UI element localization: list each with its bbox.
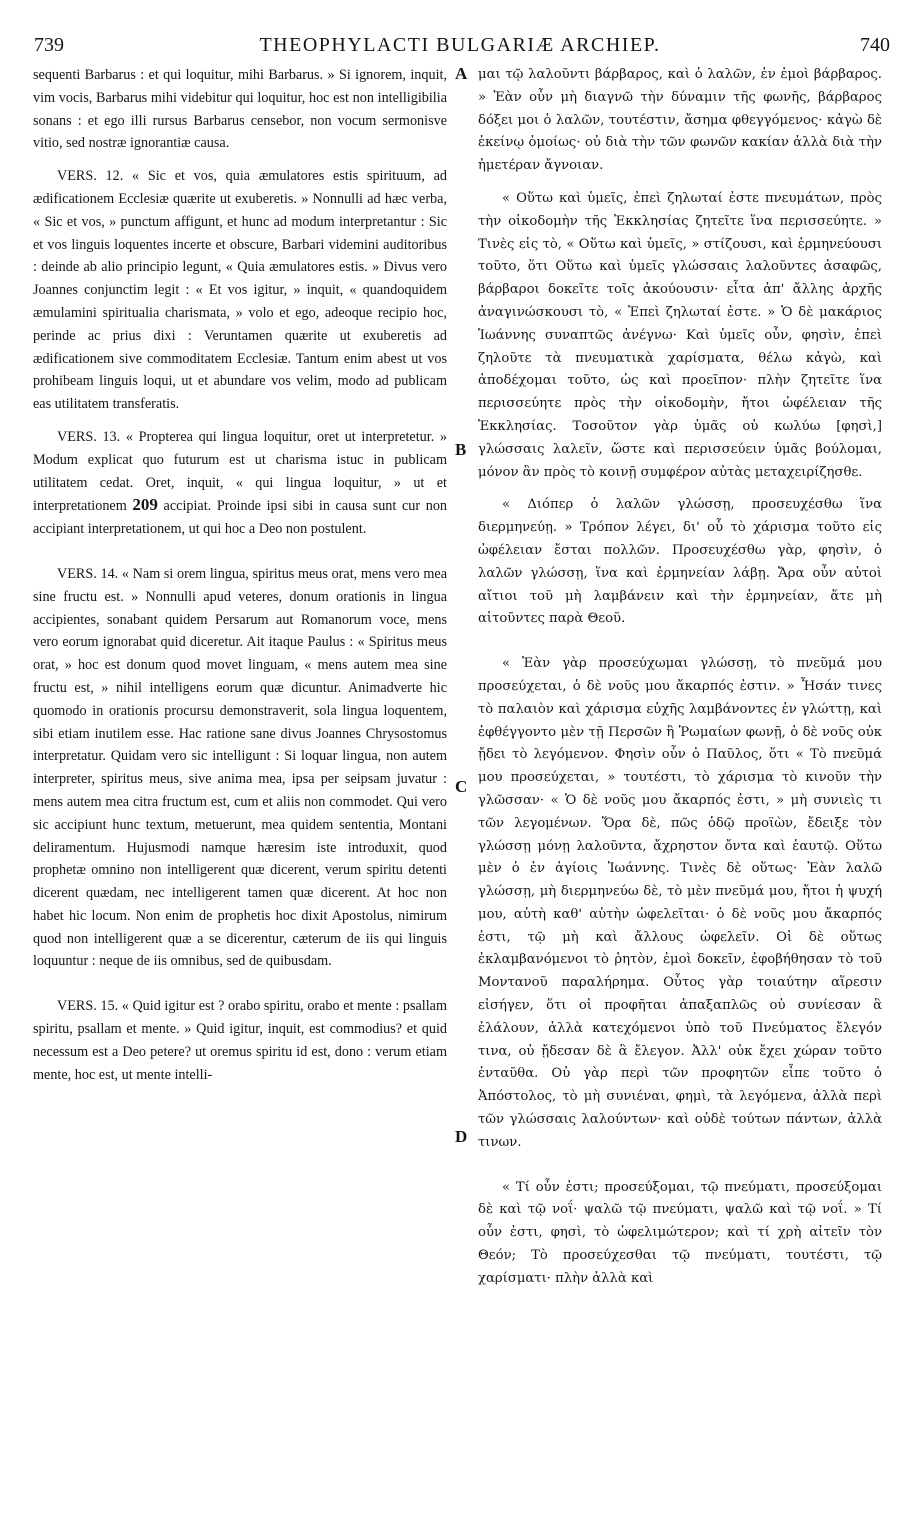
column-number: 209: [132, 495, 158, 515]
greek-paragraph-1: μαι τῷ λαλοῦντι βάρβαρος, καὶ ὁ λαλῶν, ἐν ἐμοὶ βάρβαρος. » Ἐὰν οὖν μὴ διαγνῶ τὴν δύναμιν τῆς φωνῆς, βάρβαρος δόξει μοι ὁ λαλῶν, τουτέστιν, ἄσημα φθεγγόμενος· κἀγὼ δὲ ἐκείνῳ ὁμοίως· οὐ διὰ τὴν τῶν φωνῶν κακίαν ἀλλὰ διὰ τὴν ἡμετέραν ἄγνοιαν.: [478, 67, 882, 174]
running-header: [30, 34, 890, 58]
latin-paragraph-vers-12: VERS. 12. « Sic et vos, quia æmulatores estis spirituum, ad ædificationem Ecclesiæ quærite ut exuberetis. » Nonnulli ad hæc verba, « Sic et vos, » punctum affigunt, et hunc ad modum interpretantur : Sic et vos linguis loquentes incerte et obscure, Barbari videmini auditoribus : deinde ab alio principio legunt, « Quia æmulatores estis. » Divus vero Joannes conjunctim legit : « Et vos igitur, » inquit, « quandoquidem æmulamini spiritualia charismata, » volo et ego, adeoque recipio hoc, perinde ac prius dixi : Veruntamen quærite ut exuberetis ad ædificationem sive commoditatem Ecclesiæ. Tantum enim abest ut vos prohibeam linguis loqui, ut et abundare vos velim, modo ad publicam eas utilitatem transferatis.: [33, 168, 447, 413]
greek-paragraph-2: « Οὕτω καὶ ὑμεῖς, ἐπεὶ ζηλωταί ἐστε πνευμάτων, πρὸς τὴν οἰκοδομὴν τῆς Ἐκκλησίας ζητεῖτε ἵνα περισσεύητε. » Τινὲς εἰς τὸ, « Οὕτω καὶ ὑμεῖς, » στίζουσι, καὶ ἑρμηνεύουσι τοῦτο, ὅτι Οὕτω καὶ ὑμεῖς γλώσσαις λαλοῦντες ἀσαφῶς, βάρβαροι δοκεῖτε τοῖς ἀκούουσιν· εἶτα ἀπ' ἄλλης ἀρχῆς ἀναγινώσκουσι τὸ, « Ἐπεὶ ζηλωταί ἐστε. » Ὁ δὲ μακάριος Ἰωάννης συναπτῶς ἀνέγνω· Καὶ ὑμεῖς οὖν, φησὶν, ἐπεὶ ζηλοῦτε τὰ πνευματικὰ χαρίσματα, θέλω κἀγὼ, καὶ ἀποδέχομαι τοῦτο, ὡς καὶ προεῖπον· πλὴν ζητεῖτε ἵνα περισσεύητε πρὸς τὴν οἰκοδομὴν, ἤτοι ὠφέλειαν τῆς Ἐκκλησίας. Τοσοῦτον γὰρ ὑμᾶς οὐ κωλύω [φησὶ,] γλώσσαις λαλεῖν, ὥστε καὶ περισσεύειν ὑμᾶς βούλομαι, μόνον ἂν πρὸς τὸ κοινῇ συμφέρον αὐτὰς μεταχειρίζησθε.: [478, 190, 882, 480]
latin-column: [33, 64, 447, 1086]
margin-marker-a: A: [455, 64, 468, 83]
greek-paragraph-5: « Τί οὖν ἐστι; προσεύξομαι, τῷ πνεύματι, προσεύξομαι δὲ καὶ τῷ νοΐ· ψαλῶ τῷ πνεύματι, ψαλῶ καὶ τῷ νοΐ. » Τί οὖν ἐστι, φησὶ, τὸ ὠφελιμώτερον; καὶ τί χρὴ αἰτεῖν τὸν Θεόν; Τὸ προσεύχεσθαι τῷ πνεύματι, τουτέστι, τῷ χαρίσματι· πλὴν ἀλλὰ καὶ: [478, 1179, 882, 1286]
page-number-right: 740: [860, 34, 890, 56]
latin-paragraph-vers-13: [33, 426, 447, 541]
running-title: THEOPHYLACTI BULGARIÆ ARCHIEP.: [259, 34, 661, 56]
margin-marker-b: B: [455, 440, 467, 459]
page-number-left: 739: [34, 34, 64, 56]
greek-paragraph-3: « Διόπερ ὁ λαλῶν γλώσσῃ, προσευχέσθω ἵνα διερμηνεύῃ. » Τρόπον λέγει, δι' οὗ τὸ χάρισμα τοῦτο εἰς ὠφέλειαν ἔσται πολλῶν. Προσευχέσθω γὰρ, φησὶν, ὁ λαλῶν γλώσσῃ, ἵνα καὶ ἑρμηνείαν λάβῃ. Ἄρα οὖν αὐτοὶ αἴτιοι τοῦ μὴ λαμβάνειν καὶ τὴν ἑρμηνείαν, ἅτε μὴ αἰτοῦντες παρὰ Θεοῦ.: [478, 497, 882, 627]
greek-paragraph-4: « Ἐὰν γὰρ προσεύχωμαι γλώσσῃ, τὸ πνεῦμά μου προσεύχεται, ὁ δὲ νοῦς μου ἄκαρπός ἐστιν. » Ἦσάν τινες τὸ παλαιὸν καὶ χάρισμα εὐχῆς λαμβάνοντες ἐν γλώττῃ, καὶ ἐφθέγγοντο μὲν τῇ Περσῶν ἢ Ῥωμαίων φωνῇ, ὁ δὲ νοῦς οὐκ ᾔδει τὸ λεγόμενον. Φησὶν οὖν ὁ Παῦλος, ὅτι « Τὸ πνεῦμά μου προσεύχεται, » τουτέστι, τὸ χάρισμα τὸ κινοῦν τὴν γλῶσσαν· « Ὁ δὲ νοῦς μου ἄκαρπός ἐστι, » μὴ συνιεὶς τι τῶν λεγομένων. Ὅρα δὲ, πῶς ὁδῷ προϊὼν, ἔδειξε τὸν γλώσσῃ μόνῃ λαλοῦντα, ἄχρηστον ὄντα καὶ ἑαυτῷ. Οὕτω μὲν ὁ ἐν ἁγίοις Ἰωάννης. Τινὲς δὲ οὕτως· Ἐὰν λαλῶ γλώσσῃ, μὴ διερμηνεύω δὲ, τὸ μὲν πνεῦμά μου, ἤτοι ἡ ψυχή μου, αὐτὴ καθ' αὑτὴν ὠφελεῖται· ὁ δὲ νοῦς μου ἄκαρπός ἐστι, τῷ μὴ καὶ ἄλλους ὠφελεῖν. Οἱ δὲ οὕτως ἐκλαμβανόμενοι τὸ ῥητὸν, ἐμοὶ δοκεῖν, ἐφοβήθησαν τὸ τοῦ Μοντανοῦ παραλήρημα. Οὗτος γὰρ τοιαύτην αἵρεσιν εἰσήγεν, ὅτι οἱ προφῆται ἀπαξαπλῶς οὐ συνίεσαν ἃ ἐλάλουν, ἀλλὰ κατεχόμενοι ὑπὸ τοῦ Πνεύματος ἔλεγόν τινα, οὐ ᾔδεσαν δὲ ἃ ἔλεγον. Ἀλλ' οὐκ ἔχει χώραν τοῦτο ἐνταῦθα. Οὐ γὰρ περὶ τῶν προφητῶν εἶπε τοῦτο ὁ Ἀπόστολος, τὸ μὴ συνιέναι, φημὶ, τὰ λεγόμενα, ἀλλὰ περὶ τῶν γλώσσαις λαλούντων· καὶ οὐδὲ τούτων πάντων, ἀλλὰ τινων.: [478, 656, 882, 1150]
latin-vers-13-part-b: accipiat. Proinde ipsi sibi in causa sunt cur non accipiant interpretationem, ut qui hoc a Deo non postulent.: [33, 498, 448, 538]
latin-paragraph-vers-14: VERS. 14. « Nam si orem lingua, spiritus meus orat, mens vero mea sine fructu est. » Nonnulli apud veteres, donum orationis in lingua accipientes, sonabant quidem Persarum aut Romanorum voce, mens vero eorum ignorabat quid diceretur. Ait itaque Paulus : « Spiritus meus orat, » hoc est donum quod movet linguam, « mens autem mea sine fructu est, » nihil intelligens eorum quæ dicuntur. Animadverte hic quomodo in orationis procursu demonstraverit, sola lingua loquentem, sibi etiam inutilem esse. Hac ratione sane divus Joannes Chrysostomus interpretatur. Quidam vero sic intelligunt : Si loquar lingua, non autem interpreter, spiritus meus, sive anima mea, ipsa per seipsam juvatur : mens autem mea citra fructum est, cum et aliis non commodet. Qui vero sic accipiunt hunc textum, metuerunt, mea quidem sententia, Montani deliramentum. Hujusmodi namque hæresim iste introduxit, quod prophetæ omnino non intelligerent quæ dicerent, verum spiritu detenti dicerent quædam, nec intelligerent tamen quæ dicerent. At hoc non habet hic locum. Non enim de prophetis hoc dixit Apostolus, nimirum quod non intelligerent quæ a se dicerentur, cæterum de iis qui linguis loquuntur : neque de iis omnibus, sed de quibusdam.: [33, 565, 447, 970]
latin-vers-13-part-a: VERS. 13. « Propterea qui lingua loquitur, oret ut interpretetur. » Modum explicat quo futurum est ut charisma istuc in publicam utilitatem cedat. Oret, inquit, « qui lingua loquitur, » ut et interpretationem: [33, 428, 447, 515]
margin-marker-d: D: [455, 1127, 468, 1146]
latin-paragraph-1: sequenti Barbarus : et qui loquitur, mihi Barbarus. » Si ignorem, inquit, vim vocis, Barbarus mihi videbitur qui loquitur, hoc est non intelligibilia sonans : et ego illi rursus Barbarus censebor, non vocum sermonisve vitio, sed nostræ ignorantiæ causa.: [33, 67, 447, 152]
latin-paragraph-vers-15: VERS. 15. « Quid igitur est ? orabo spiritu, orabo et mente : psallam spiritu, psallam et mente. » Quid igitur, inquit, est commodius? et quid necessum est a Deo petere? ut oremus spiritu id est, dono : verum etiam mente, hoc est, ut mente intelli-: [33, 998, 447, 1083]
greek-column: [478, 64, 882, 1291]
margin-marker-c: C: [455, 777, 468, 796]
